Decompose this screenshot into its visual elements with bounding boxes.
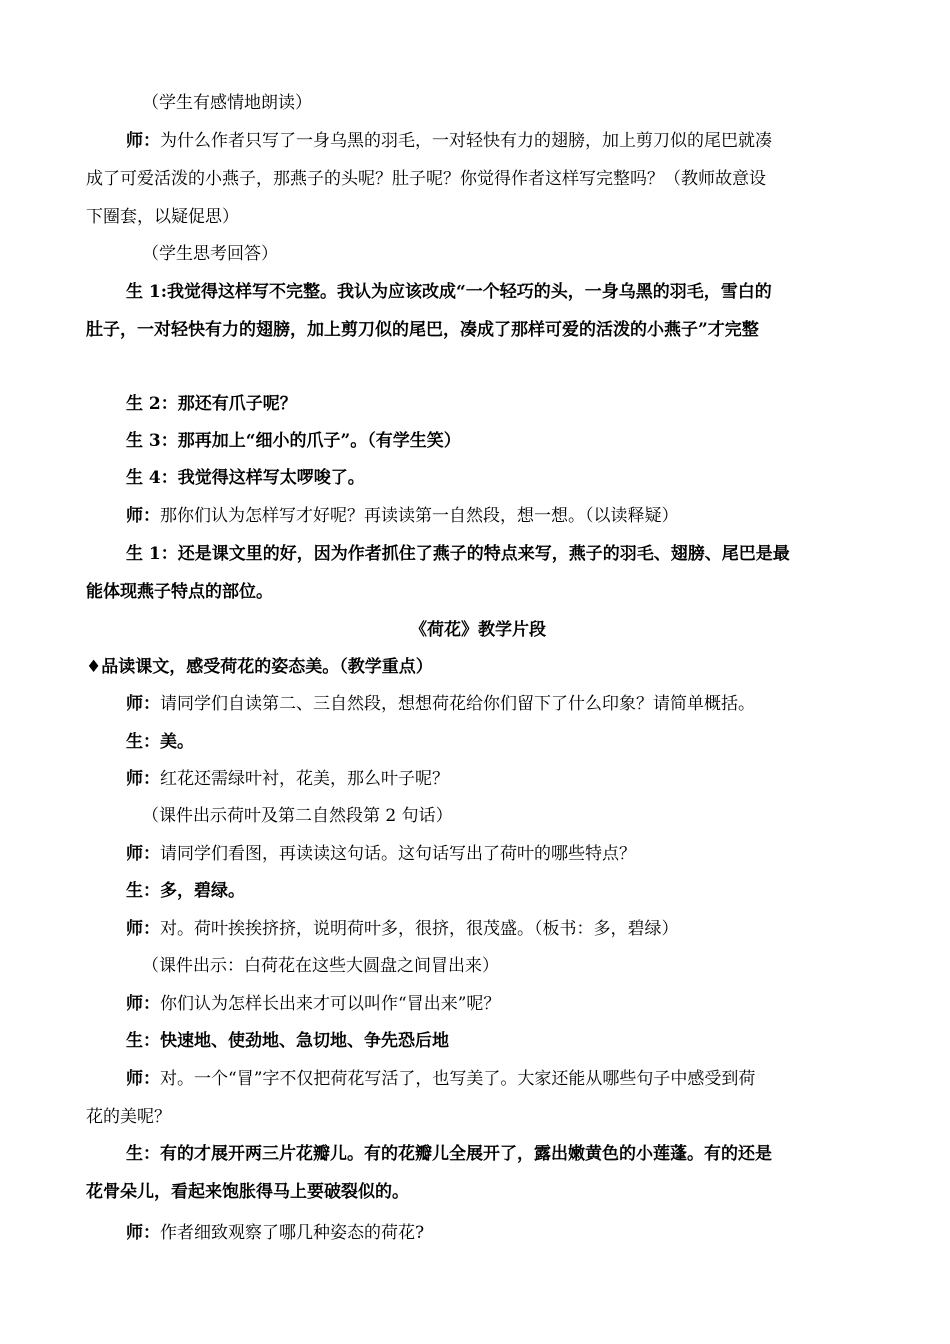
speaker-label: 生： <box>126 732 160 752</box>
text-line: 师：作者细致观察了哪几种姿态的荷花? <box>126 1223 425 1243</box>
text-line: （学生有感情地朗读） <box>142 93 312 113</box>
speaker-label: 生 3： <box>126 431 178 451</box>
speaker-label: 生： <box>126 1144 160 1164</box>
text-line: 生：多，碧绿。 <box>126 881 245 901</box>
text-line: （课件出示荷叶及第二自然段第 2 句话） <box>142 806 453 826</box>
text-line: （课件出示：白荷花在这些大圆盘之间冒出来） <box>142 956 499 976</box>
text-line: 师：对。荷叶挨挨挤挤，说明荷叶多，很挤，很茂盛。（板书：多，碧绿） <box>126 919 679 939</box>
text-line: 师：请同学们看图，再读读这句话。这句话写出了荷叶的哪些特点？ <box>126 844 636 864</box>
text-line: 师：为什么作者只写了一身乌黑的羽毛，一对轻快有力的翅膀，加上剪刀似的尾巴就凑 <box>126 131 772 151</box>
text-line: 生 4：我觉得这样写太啰唆了。 <box>126 468 365 488</box>
text-line: 生 2：那还有爪子呢？ <box>126 394 297 414</box>
speaker-label: 师： <box>126 1069 160 1089</box>
speaker-label: 师： <box>126 694 160 714</box>
speaker-label: 生 4： <box>126 468 178 488</box>
speaker-label: 师： <box>126 844 160 864</box>
speaker-label: 师： <box>126 994 160 1014</box>
text-line: 花的美呢？ <box>86 1107 171 1127</box>
text-line: 下圈套，以疑促思） <box>86 207 239 227</box>
text-line: 成了可爱活泼的小燕子，那燕子的头呢？肚子呢？你觉得作者这样写完整吗？（教师故意设 <box>86 169 766 189</box>
text-line: 生 3：那再加上“细小的爪子”。（有学生笑） <box>126 431 461 451</box>
speaker-label: 生 1： <box>126 544 178 564</box>
text-line: 师：你们认为怎样长出来才可以叫作“冒出来”呢？ <box>126 994 501 1014</box>
speaker-label: 师： <box>126 1223 160 1243</box>
text-line: 肚子，一对轻快有力的翅膀，加上剪刀似的尾巴，凑成了那样可爱的活泼的小燕子”才完整 <box>86 320 759 340</box>
text-line: 花骨朵儿，看起来饱胀得马上要破裂似的。 <box>86 1182 409 1202</box>
text-line: 师：对。一个“冒”字不仅把荷花写活了，也写美了。大家还能从哪些句子中感受到荷 <box>126 1069 756 1089</box>
speaker-label: 生： <box>126 1031 160 1051</box>
text-line: 生：美。 <box>126 732 194 752</box>
speaker-label: 师： <box>126 131 160 151</box>
text-line: 师：红花还需绿叶衬，花美，那么叶子呢？ <box>126 769 449 789</box>
speaker-label: 师： <box>126 506 160 526</box>
text-line: 生：有的才展开两三片花瓣儿。有的花瓣儿全展开了，露出嫩黄色的小莲蓬。有的还是 <box>126 1144 772 1164</box>
section-heading: ♦品读课文，感受荷花的姿态美。（教学重点） <box>86 657 433 677</box>
section-title: 《荷花》教学片段 <box>410 620 546 640</box>
text-line: 师：那你们认为怎样写才好呢？再读读第一自然段，想一想。（以读释疑） <box>126 506 679 526</box>
speaker-label: 师： <box>126 769 160 789</box>
speaker-label: 生 2： <box>126 394 178 414</box>
speaker-label: 生 1: <box>126 282 168 302</box>
speaker-label: 师： <box>126 919 160 939</box>
text-line: （学生思考回答） <box>142 244 278 264</box>
text-line: 能体现燕子特点的部位。 <box>86 582 273 602</box>
speaker-label: 生： <box>126 881 160 901</box>
text-line: 师：请同学们自读第二、三自然段，想想荷花给你们留下了什么印象？请简单概括。 <box>126 694 755 714</box>
text-line: 生 1：还是课文里的好，因为作者抓住了燕子的特点来写，燕子的羽毛、翅膀、尾巴是最 <box>126 544 790 564</box>
text-line: 生：快速地、使劲地、急切地、争先恐后地 <box>126 1031 449 1051</box>
text-line: 生 1:我觉得这样写不完整。我认为应该改成“一个轻巧的头，一身乌黑的羽毛，雪白的 <box>126 282 772 302</box>
